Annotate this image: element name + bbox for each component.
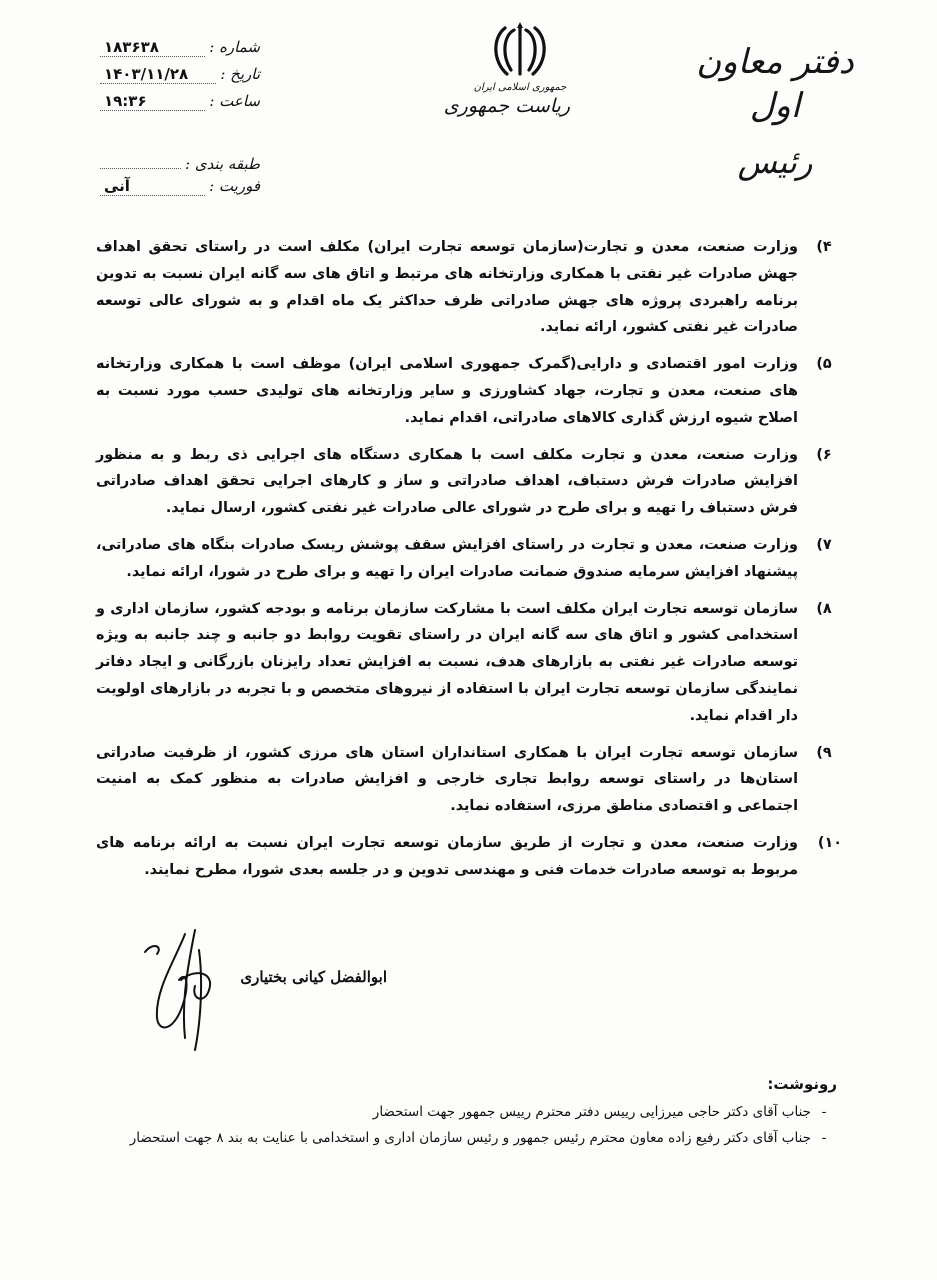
item-text: وزارت صنعت، معدن و تجارت در راستای افزایش سقف پوشش ریسک صادرات بنگاه های صادراتی، پیشنهاد افزایش سرمایه صندوق ضمانت صادرات ایران را تهیه و برای طرح در شورا، ارائه نماید. [96,536,798,580]
body-item [96,740,832,820]
signature-scribble-icon [135,920,265,1060]
body-item [96,830,843,884]
item-text: وزارت صنعت، معدن و تجارت مکلف است با همکاری دستگاه های اجرایی ذی ربط و به منظور افزایش صادرات فرش دستباف، اهداف صادراتی و ساز و کارهای اجرایی تحقق اهداف صادراتی فرش دستباف را تهیه و برای طرح در شورای عالی صادرات غیر نفتی کشور، ارسال نماید. [96,446,798,517]
meta-urgency-value: آنی [100,177,205,196]
cc-section [77,1075,837,1151]
body-item [96,596,832,730]
cc-recipient: - جناب آقای دکتر رفیع زاده معاون محترم رئیس جمهور و رئیس سازمان اداری و استخدامی با عنایت به بند ۸ جهت استحضار [77,1125,837,1151]
body-item [96,532,832,586]
item-text: وزارت صنعت، معدن و تجارت(سازمان توسعه تجارت ایران) مکلف است در راستای تحقق اهداف جهش صادرات غیر نفتی با همکاری وزارتخانه های مرتبط و اتاق های سه گانه ایران نسبت به تدوین برنامه راهبردی پروژه های جهش صادراتی ظرف حداکثر یک ماه اقدام و به شورای عالی توسعه صادرات غیر نفتی کشور، ارائه نماید. [96,239,798,336]
meta-number [100,38,260,65]
meta-urgency [100,177,260,204]
meta-classification [100,150,260,177]
meta-classification-value [100,150,181,169]
meta-date [100,65,260,92]
item-text: وزارت صنعت، معدن و تجارت از طریق سازمان توسعه تجارت ایران نسبت به ارائه برنامه های مربوط به توسعه صادرات خدمات فنی و مهندسی تدوین و در جلسه بعدی شورا، مطرح نمایند. [96,834,798,878]
signatory-name: ابوالفضل کیانی بختیاری [240,968,387,986]
letter-body [96,234,843,894]
item-number: ۴) [816,239,832,255]
meta-number-value: ۱۸۳۶۳۸ [100,38,205,57]
emblem-icon [487,20,553,80]
emblem [443,20,570,117]
item-number: ۷) [816,536,832,553]
meta-urgency-label: فوریت : [209,177,260,195]
body-item [96,351,832,431]
item-text: وزارت امور اقتصادی و دارایی(گمرک جمهوری اسلامی ایران) موظف است با همکاری وزارتخانه های صنعت، معدن و تجارت، جهاد کشاورزی و سایر وزارتخانه های تولیدی حسب مورد نسبت به اصلاح شیوه ارزش گذاری کالاهای صادراتی، اقدام نماید. [96,356,798,426]
emblem-subtitle: جمهوری اسلامی ایران [473,82,567,93]
item-number: ۵) [816,356,832,373]
meta-date-value: ۱۴۰۳/۱۱/۲۸ [100,65,216,84]
item-number: ۹) [816,744,832,761]
meta-time-value: ۱۹:۳۶ [100,92,205,111]
body-item [96,234,832,341]
letter-meta [100,38,260,204]
item-number: ۱۰) [817,834,843,851]
meta-number-label: شماره : [209,38,260,56]
office-title-line2: رئیس [737,143,813,181]
item-text: سازمان توسعه تجارت ایران با همکاری استانداران استان های مرزی کشور، از ظرفیت صادراتی استان‌ها در راستای توسعه روابط تجاری خارجی و افزایش صادرات به منظور کمک به امنیت اجتماعی و اقتصادی مناطق مرزی، استفاده نماید. [96,744,798,815]
item-number: ۶) [816,446,832,463]
body-item [96,442,832,522]
meta-time [100,92,260,119]
cc-recipient: - جناب آقای دکتر حاجی میرزایی رییس دفتر محترم رییس جمهور جهت استحضار [77,1099,837,1125]
meta-classification-label: طبقه بندی : [185,155,260,173]
item-number: ۸) [816,600,832,617]
signature-block [135,920,395,1060]
cc-list [77,1099,837,1151]
meta-date-label: تاریخ : [220,65,260,83]
emblem-name: ریاست جمهوری [443,95,570,117]
office-title-line1: دفتر معاون اول [696,42,854,126]
cc-title: رونوشت: [767,1075,837,1093]
office-title [675,40,875,184]
meta-time-label: ساعت : [209,92,260,110]
item-text: سازمان توسعه تجارت ایران مکلف است با مشارکت سازمان برنامه و بودجه کشور، سازمان اداری و استخدامی کشور و اتاق های سه گانه ایران در راستای تقویت روابط دو جانبه و چند جانبه به ویژه توسعه صادرات غیر نفتی به بازارهای هدف، نسبت به افزایش تعداد رایزنان بازرگانی و ایجاد دفاتر نمایندگی سازمان توسعه تجارت ایران با استفاده از نیروهای متخصص و با تجربه در بازارهای اولویت دار اقدام نماید. [96,600,798,724]
